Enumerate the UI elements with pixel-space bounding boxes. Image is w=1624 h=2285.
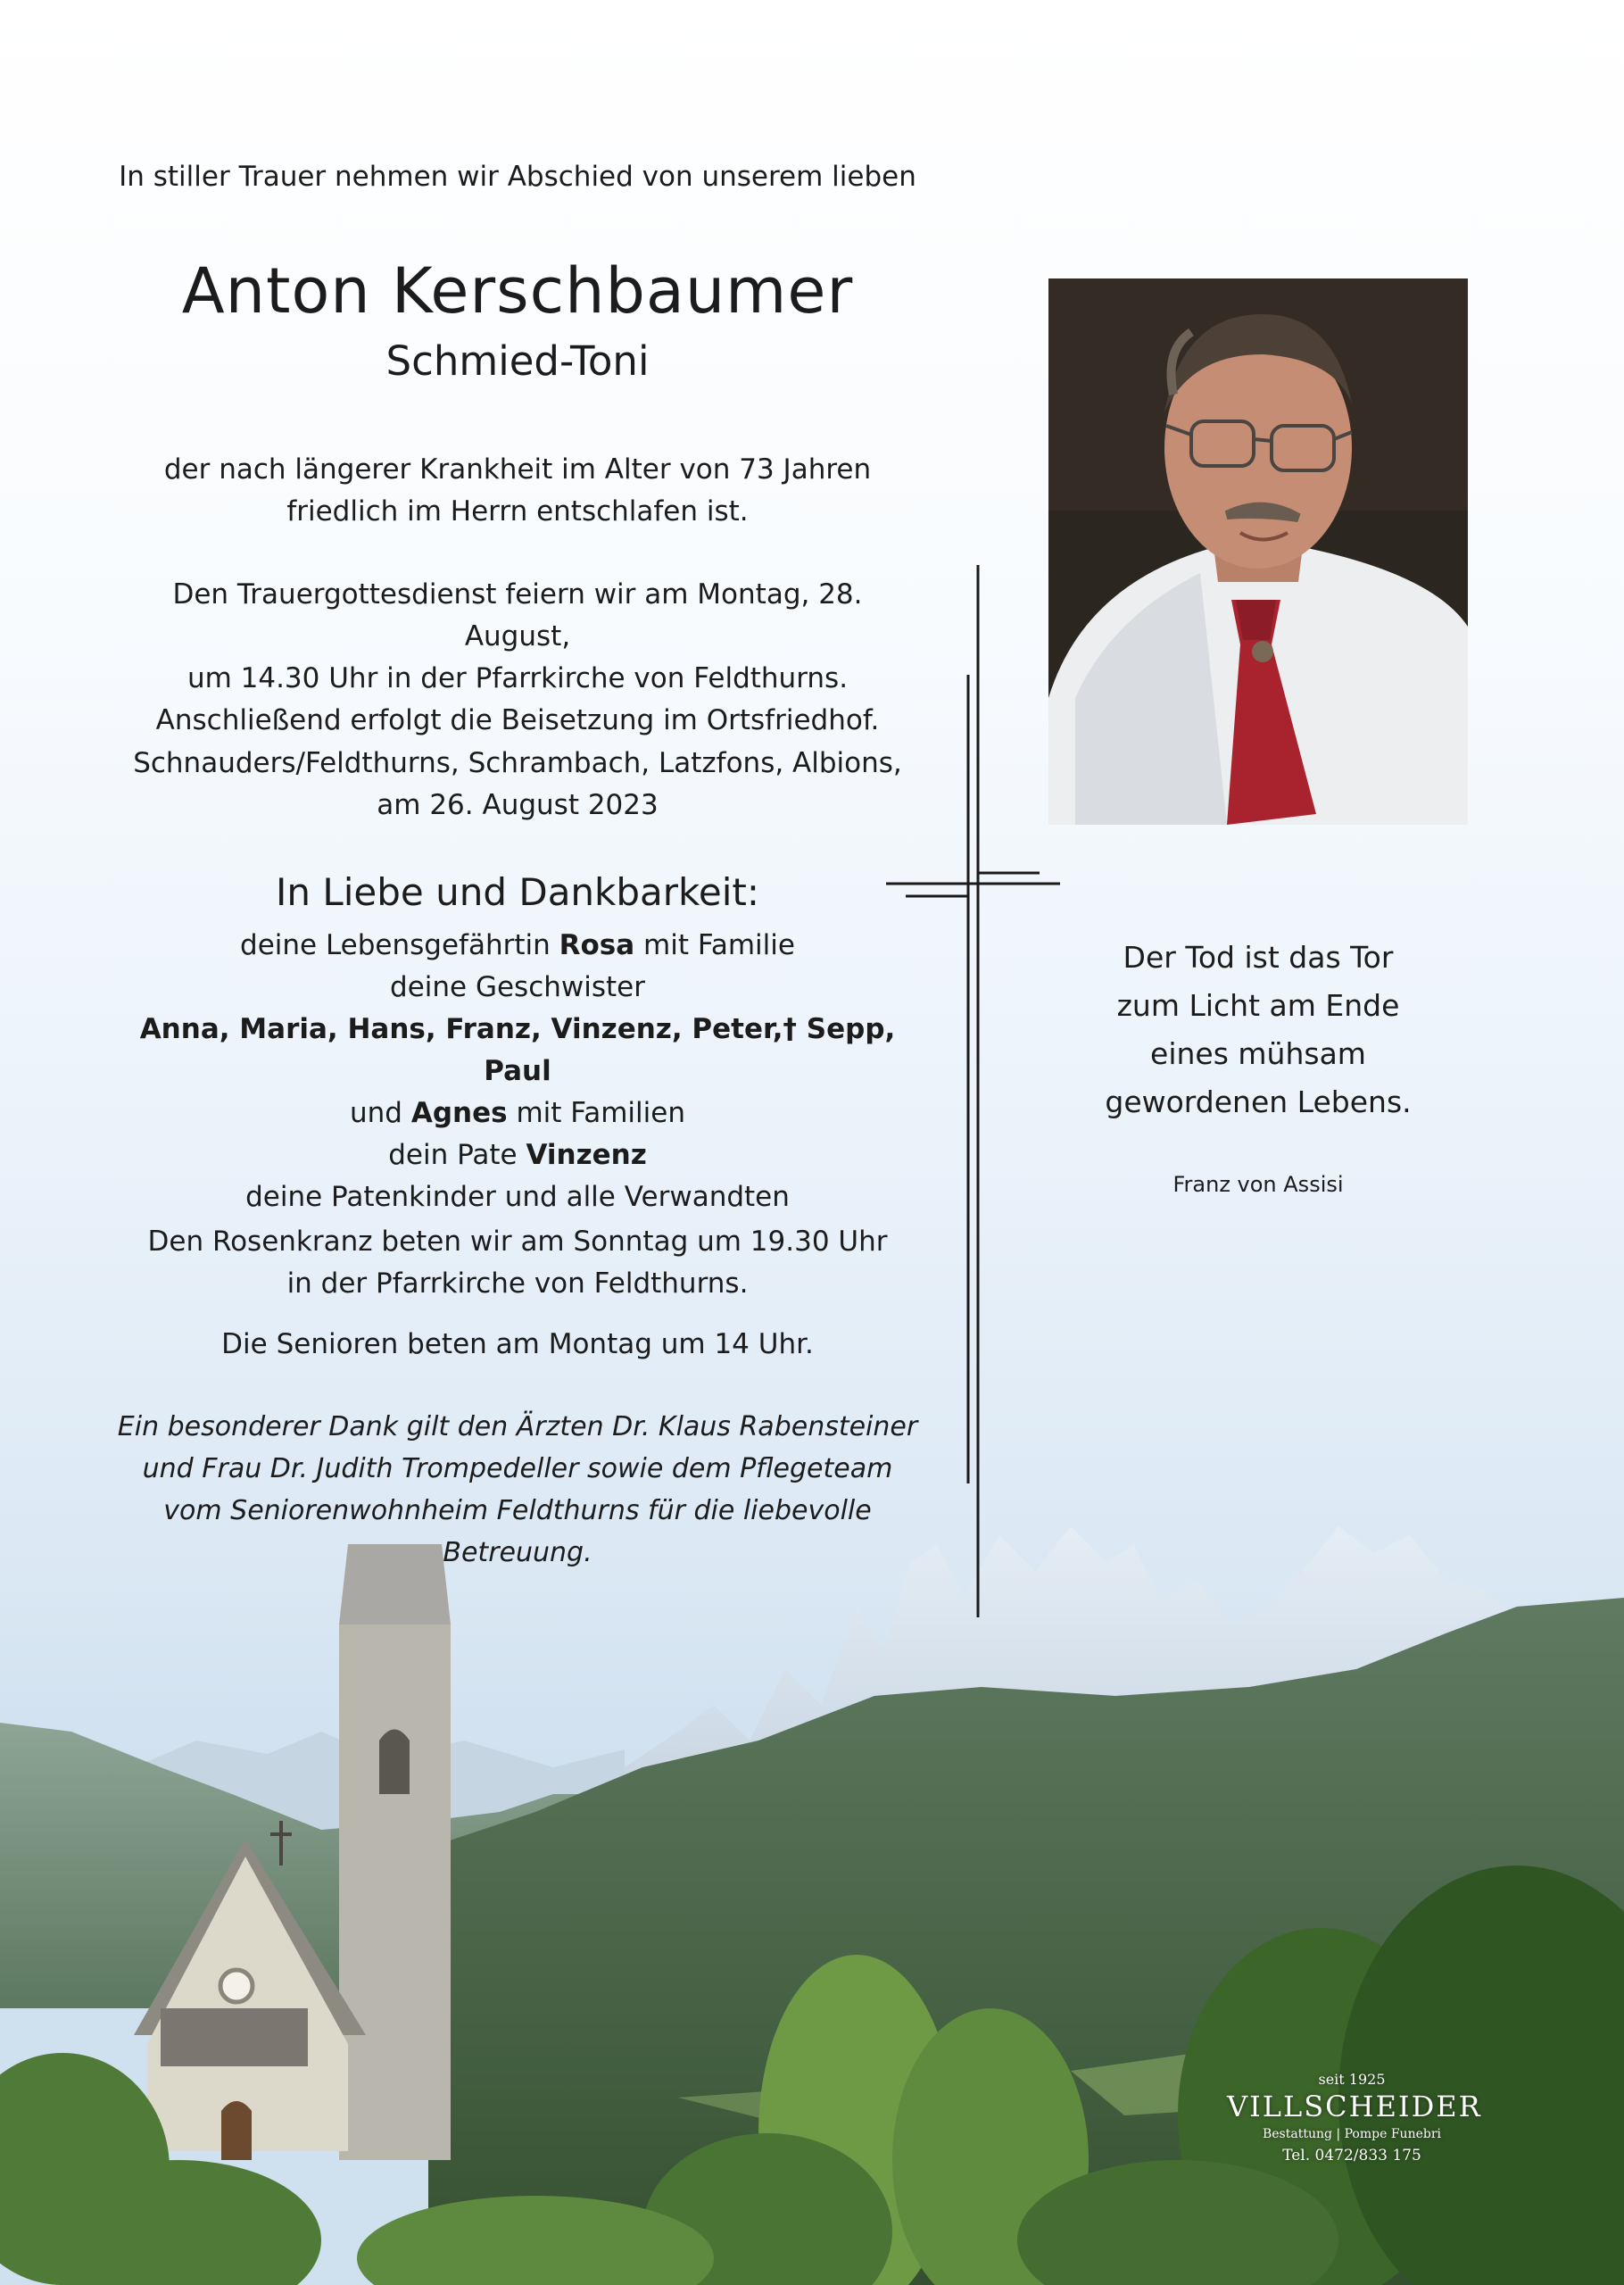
logo-name: VILLSCHEIDER xyxy=(1227,2090,1482,2123)
siblings-names: Anna, Maria, Hans, Franz, Vinzenz, Peter,† Sepp, Paul xyxy=(139,1013,896,1087)
funeral-line: Anschließend erfolgt die Beisetzung im Ortsfriedhof. xyxy=(155,704,880,736)
deceased-nickname: Schmied-Toni xyxy=(385,337,650,385)
passing-text xyxy=(116,449,919,533)
quote-author: Franz von Assisi xyxy=(1172,1172,1344,1197)
godfather-name: Vinzenz xyxy=(526,1139,647,1171)
partner-name: Rosa xyxy=(559,929,635,961)
thanks-line: vom Seniorenwohnheim Feldthurns für die liebevolle Betreuung. xyxy=(163,1495,872,1568)
date-line: am 26. August 2023 xyxy=(377,789,659,821)
mourner-agnes xyxy=(116,1093,919,1134)
godfather-prefix: dein Pate xyxy=(388,1139,518,1171)
mourners-heading: In Liebe und Dankbarkeit: xyxy=(275,870,759,914)
logo-phone: Tel. 0472/833 175 xyxy=(1282,2147,1421,2165)
siblings-label: deine Geschwister xyxy=(390,971,645,1003)
portrait-photo xyxy=(1048,278,1468,825)
thanks-line: und Frau Dr. Judith Trompedeller sowie dem Pflegeteam xyxy=(142,1453,893,1484)
mourner-partner xyxy=(116,925,919,967)
rosary-line: Den Rosenkranz beten wir am Sonntag um 19.30 Uhr xyxy=(147,1226,888,1258)
mourner-others: deine Patenkinder und alle Verwandten xyxy=(245,1181,790,1213)
quote-line: gewordenen Lebens. xyxy=(1105,1084,1412,1119)
thanks-line: Ein besonderer Dank gilt den Ärzten Dr. Klaus Rabensteiner xyxy=(117,1411,918,1442)
passing-line: friedlich im Herrn entschlafen ist. xyxy=(286,495,749,528)
memorial-quote xyxy=(1071,934,1446,1126)
logo-since: seit 1925 xyxy=(1318,2071,1386,2088)
deceased-name: Anton Kerschbaumer xyxy=(181,254,854,328)
funeral-home-logo xyxy=(1227,2071,1482,2165)
portrait-illustration xyxy=(1048,278,1468,825)
quote-line: zum Licht am Ende xyxy=(1116,988,1400,1023)
thanks-text xyxy=(116,1406,919,1574)
partner-prefix: deine Lebensgefährtin xyxy=(240,929,551,961)
place-date xyxy=(116,743,919,827)
agnes-name: Agnes xyxy=(410,1097,508,1129)
mourner-godfather xyxy=(116,1134,919,1176)
quote-line: eines mühsam xyxy=(1150,1036,1366,1071)
agnes-prefix: und xyxy=(350,1097,402,1129)
place-line: Schnauders/Feldthurns, Schrambach, Latzfons, Albions, xyxy=(133,747,902,779)
seniors-info: Die Senioren beten am Montag um 14 Uhr. xyxy=(221,1328,814,1360)
funeral-line: Den Trauergottesdienst feiern wir am Montag, 28. August, xyxy=(172,578,863,652)
funeral-line: um 14.30 Uhr in der Pfarrkirche von Feldthurns. xyxy=(186,662,849,694)
partner-suffix: mit Familie xyxy=(643,929,795,961)
rosary-line: in der Pfarrkirche von Feldthurns. xyxy=(286,1267,749,1300)
quote-line: Der Tod ist das Tor xyxy=(1123,940,1394,975)
intro-text: In stiller Trauer nehmen wir Abschied von unserem lieben xyxy=(119,161,916,193)
rosary-info xyxy=(116,1221,919,1305)
passing-line: der nach längerer Krankheit im Alter von 73 Jahren xyxy=(163,453,872,486)
agnes-suffix: mit Familien xyxy=(516,1097,685,1129)
mourners-list xyxy=(116,925,919,1218)
funeral-info xyxy=(116,574,919,742)
logo-subtitle: Bestattung | Pompe Funebri xyxy=(1262,2127,1441,2141)
